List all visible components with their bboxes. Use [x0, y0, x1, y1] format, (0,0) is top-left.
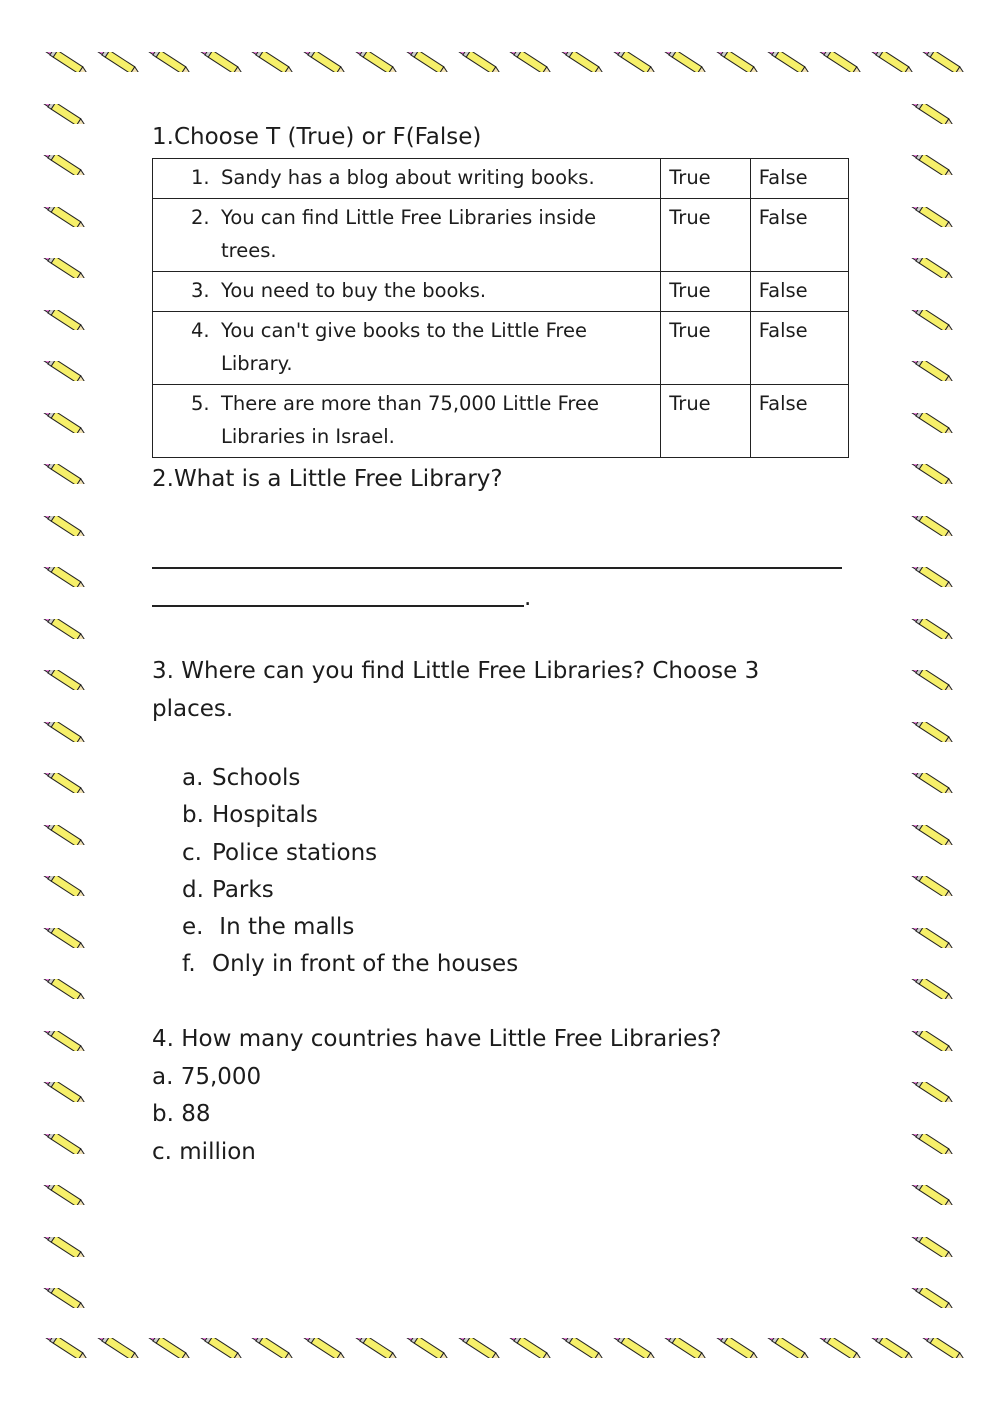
pencil-icon — [904, 567, 964, 587]
statement-cell — [153, 272, 661, 312]
choice-letter: e. — [182, 914, 204, 941]
choice-text: Schools — [212, 765, 301, 791]
section1-title: 1.Choose T (True) or F(False) — [152, 124, 482, 150]
pencil-icon — [36, 979, 96, 999]
choice-text: Only in front of the houses — [212, 951, 519, 978]
pencil-icon — [904, 979, 964, 999]
table-row — [153, 312, 849, 385]
true-false-table — [152, 158, 849, 458]
section4-title: 4. How many countries have Little Free Libraries? — [152, 1026, 722, 1052]
pencil-icon — [904, 464, 964, 484]
true-option[interactable]: True — [661, 312, 750, 385]
pencil-icon — [904, 670, 964, 690]
choice-letter: d. — [182, 876, 204, 903]
table-row — [153, 159, 849, 199]
section2-title: 2.What is a Little Free Library? — [152, 466, 503, 492]
pencil-icon — [904, 1082, 964, 1102]
pencil-icon — [904, 619, 964, 639]
table-row — [153, 199, 849, 272]
pencil-icon — [904, 413, 964, 433]
section3-options — [182, 765, 518, 989]
pencil-icon — [36, 310, 96, 330]
choice-letter: b. — [182, 802, 204, 829]
choice-option[interactable] — [182, 877, 518, 914]
pencil-icon — [36, 722, 96, 742]
choice-text: Police stations — [212, 839, 378, 866]
choice-option[interactable]: c. million — [152, 1138, 256, 1165]
pencil-icon — [36, 1185, 96, 1205]
pencil-icon — [36, 619, 96, 639]
statement-cell — [153, 312, 661, 385]
choice-letter: c. — [182, 839, 202, 866]
choice-text: In the malls — [212, 914, 355, 941]
pencil-icon — [36, 1031, 96, 1051]
choice-letter: f. — [182, 951, 196, 978]
pencil-icon — [36, 1288, 96, 1308]
statement-text: There are more than 75,000 Little Free Libraries in Israel. — [221, 392, 600, 448]
answer-end-mark: . — [524, 585, 532, 611]
pencil-icon — [36, 1237, 96, 1257]
pencil-icon — [36, 1082, 96, 1102]
choice-option[interactable] — [182, 914, 518, 951]
statement-text: You can't give books to the Little Free Library. — [221, 319, 588, 375]
true-option[interactable]: True — [661, 159, 750, 199]
pencil-icon — [36, 104, 96, 124]
pencil-icon — [904, 104, 964, 124]
pencil-icon — [904, 1237, 964, 1257]
choice-text: Parks — [212, 876, 274, 903]
true-option[interactable]: True — [661, 272, 750, 312]
pencil-icon — [904, 876, 964, 896]
pencil-icon — [904, 722, 964, 742]
choice-option[interactable] — [182, 802, 518, 839]
statement-text: Sandy has a blog about writing books. — [221, 166, 595, 189]
statement-number: 2. — [191, 206, 210, 229]
pencil-icon — [904, 155, 964, 175]
table-row — [153, 385, 849, 458]
pencil-icon — [904, 928, 964, 948]
pencil-icon — [915, 52, 975, 72]
pencil-icon — [36, 464, 96, 484]
statement-number: 4. — [191, 319, 210, 342]
pencil-icon — [904, 1134, 964, 1154]
pencil-icon — [36, 876, 96, 896]
statement-cell — [153, 199, 661, 272]
pencil-icon — [36, 825, 96, 845]
pencil-icon — [36, 413, 96, 433]
true-option[interactable]: True — [661, 199, 750, 272]
pencil-icon — [904, 361, 964, 381]
pencil-icon — [36, 155, 96, 175]
statement-text: You need to buy the books. — [221, 279, 487, 302]
table-row — [153, 272, 849, 312]
answer-line[interactable] — [152, 605, 524, 607]
choice-letter: a. — [182, 765, 204, 791]
pencil-icon — [36, 773, 96, 793]
false-option[interactable]: False — [750, 159, 848, 199]
pencil-icon — [36, 567, 96, 587]
false-option[interactable]: False — [750, 385, 848, 458]
choice-option[interactable] — [182, 765, 518, 802]
pencil-icon — [36, 1134, 96, 1154]
pencil-icon — [904, 207, 964, 227]
false-option[interactable]: False — [750, 312, 848, 385]
pencil-icon — [36, 361, 96, 381]
statement-cell — [153, 385, 661, 458]
choice-option[interactable] — [182, 951, 518, 988]
pencil-icon — [904, 516, 964, 536]
pencil-icon — [904, 1031, 964, 1051]
choice-option[interactable]: a. 75,000 — [152, 1064, 262, 1090]
choice-option[interactable] — [182, 840, 518, 877]
answer-line[interactable] — [152, 567, 842, 569]
pencil-icon — [904, 825, 964, 845]
statement-text: You can find Little Free Libraries inside trees. — [221, 206, 597, 262]
pencil-icon — [904, 1288, 964, 1308]
pencil-icon — [915, 1338, 975, 1358]
section4-options — [152, 1064, 261, 1176]
pencil-icon — [904, 1185, 964, 1205]
pencil-icon — [36, 670, 96, 690]
pencil-icon — [36, 928, 96, 948]
choice-option[interactable]: b. 88 — [152, 1101, 211, 1128]
false-option[interactable]: False — [750, 199, 848, 272]
statement-cell — [153, 159, 661, 199]
section3-title: 3. Where can you find Little Free Libraries? Choose 3 places. — [152, 658, 760, 722]
true-option[interactable]: True — [661, 385, 750, 458]
pencil-icon — [36, 258, 96, 278]
pencil-icon — [904, 310, 964, 330]
statement-number: 5. — [191, 392, 210, 415]
statement-number: 3. — [191, 279, 210, 302]
pencil-icon — [36, 207, 96, 227]
pencil-icon — [904, 258, 964, 278]
pencil-icon — [36, 516, 96, 536]
statement-number: 1. — [191, 166, 210, 189]
choice-text: Hospitals — [212, 802, 318, 829]
pencil-icon — [904, 773, 964, 793]
false-option[interactable]: False — [750, 272, 848, 312]
